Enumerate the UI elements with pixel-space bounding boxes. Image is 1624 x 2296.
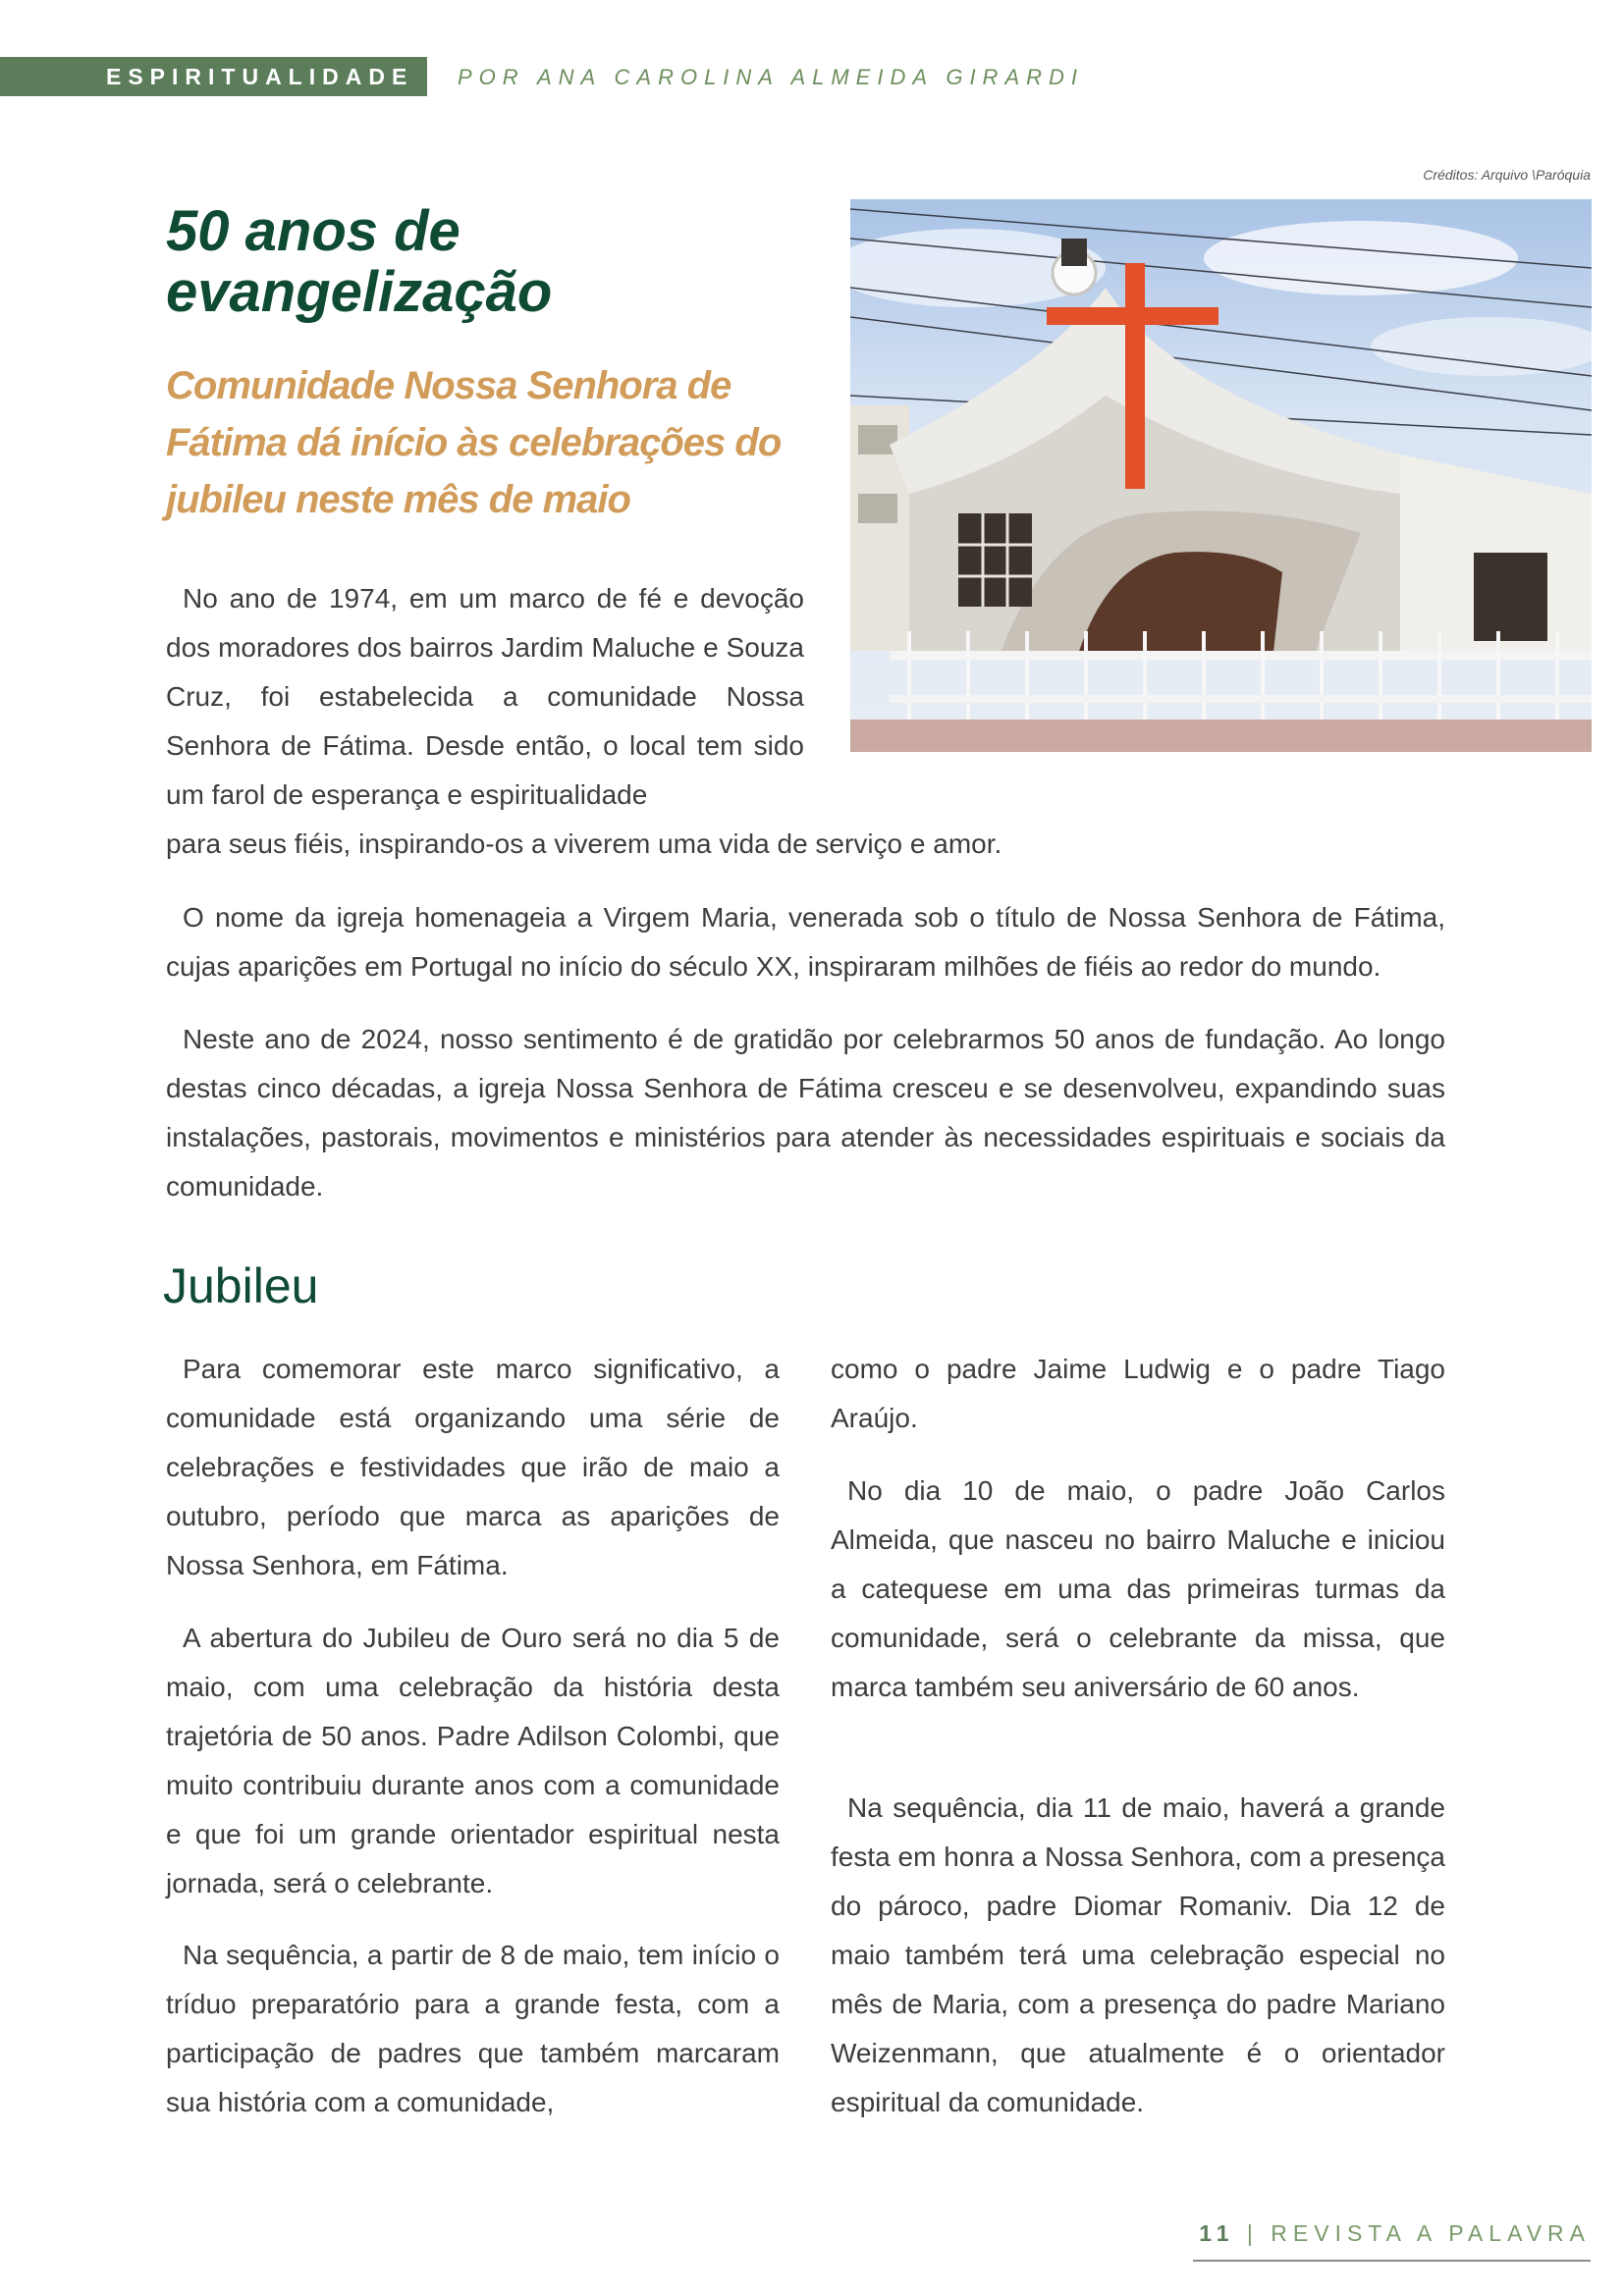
jubileu-paragraph-4: No dia 10 de maio, o padre João Carlos Almeida, que nasceu no bairro Maluche e iniciou a catequese em uma das primeiras turmas da comunidade, será o celebrante da missa, que marca também seu aniversário de 60 anos. bbox=[831, 1475, 1445, 1702]
page-number: 11 bbox=[1199, 2220, 1235, 2246]
article-title: 50 anos de evangelização bbox=[166, 199, 553, 324]
photo-credits: Créditos: Arquivo \Paróquia bbox=[1423, 167, 1591, 183]
church-illustration bbox=[850, 199, 1592, 752]
church-photo bbox=[850, 199, 1592, 752]
page-footer bbox=[1199, 2220, 1591, 2247]
section-tag: ESPIRITUALIDADE bbox=[0, 57, 427, 96]
article-subtitle: Comunidade Nossa Senhora de Fátima dá início às celebrações do jubileu neste mês de maio bbox=[166, 364, 782, 521]
paragraph-intro-continued: para seus fiéis, inspirando-os a viverem uma vida de serviço e amor. bbox=[166, 828, 1002, 859]
section-heading-jubileu: Jubileu bbox=[163, 1258, 319, 1313]
author-byline: POR ANA CAROLINA ALMEIDA GIRARDI bbox=[458, 65, 1085, 89]
paragraph-name: O nome da igreja homenageia a Virgem Maria, venerada sob o título de Nossa Senhora de Fátima, cujas aparições em Portugal no início do século XX, inspiraram milhões de fiéis ao redor do mundo. bbox=[166, 902, 1445, 982]
footer-divider bbox=[1193, 2260, 1591, 2262]
jubileu-paragraph-3: Na sequência, a partir de 8 de maio, tem início o tríduo preparatório para a grande festa, com a participação de padres que também marcaram sua história com a comunidade, bbox=[166, 1940, 780, 2117]
jubileu-paragraph-3-continued: como o padre Jaime Ludwig e o padre Tiago Araújo. bbox=[831, 1354, 1445, 1433]
jubileu-paragraph-5: Na sequência, dia 11 de maio, haverá a grande festa em honra a Nossa Senhora, com a presença do pároco, padre Diomar Romaniv. Dia 12 de maio também terá uma celebração especial no mês de Maria, com a presença do padre Mariano Weizenmann, que atualmente é o orientador espiritual da comunidade. bbox=[831, 1792, 1445, 2117]
jubileu-paragraph-1: Para comemorar este marco significativo, a comunidade está organizando uma série de celebrações e festividades que irão de maio a outubro, período que marca as aparições de Nossa Senhora, em Fátima. bbox=[166, 1354, 780, 1580]
magazine-name: REVISTA A PALAVRA bbox=[1271, 2220, 1591, 2246]
footer-separator: | bbox=[1246, 2220, 1259, 2246]
paragraph-intro: No ano de 1974, em um marco de fé e devoção dos moradores dos bairros Jardim Maluche e Souza Cruz, foi estabelecida a comunidade Nossa Senhora de Fátima. Desde então, o local tem sido um farol de esperança e espiritualidade bbox=[166, 583, 804, 810]
paragraph-anniversary: Neste ano de 2024, nosso sentimento é de gratidão por celebrarmos 50 anos de fundação. Ao longo destas cinco décadas, a igreja Nossa Senhora de Fátima cresceu e se desenvolveu, expandindo suas instalações, pastorais, movimentos e ministérios para atender às necessidades espirituais e sociais da comunidade. bbox=[166, 1024, 1445, 1201]
jubileu-paragraph-2: A abertura do Jubileu de Ouro será no dia 5 de maio, com uma celebração da história desta trajetória de 50 anos. Padre Adilson Colombi, que muito contribuiu durante anos com a comunidade e que foi um grande orientador espiritual nesta jornada, será o celebrante. bbox=[166, 1623, 780, 1898]
